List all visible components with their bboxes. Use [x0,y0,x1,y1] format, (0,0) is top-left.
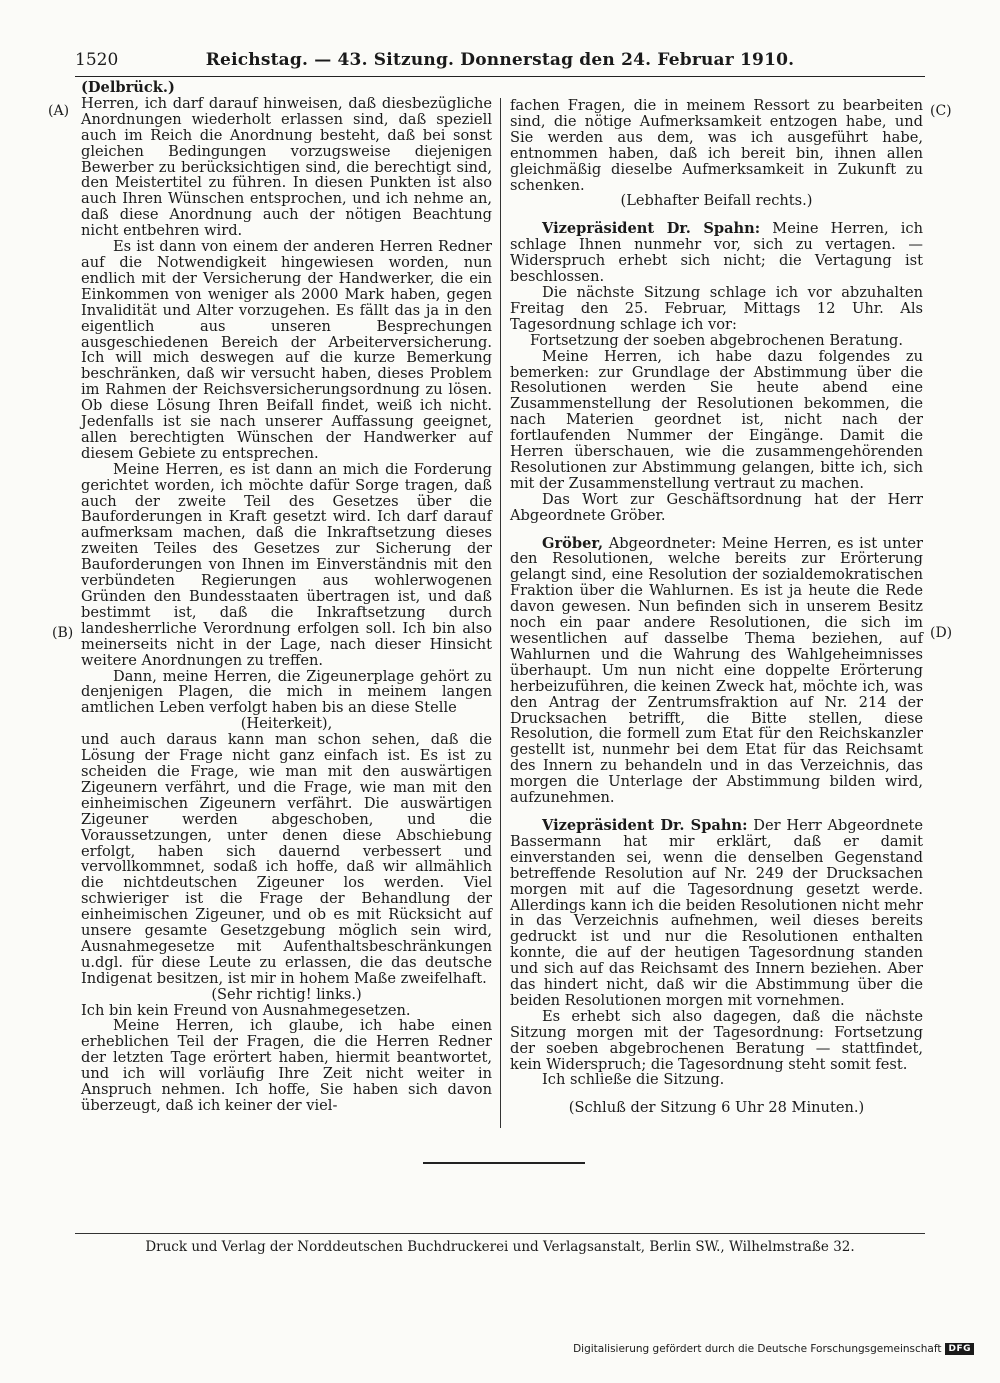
page-number: 1520 [75,50,119,70]
paragraph: Das Wort zur Geschäftsordnung hat der Herr Abgeordnete Gröber. [510,490,923,524]
speech-text: Meine Herren, ich schlage Ihnen nunmehr vor, sich zu vertagen. — Widerspruch erhebt sich nicht; die Vertagung ist beschlossen. [510,220,924,286]
header-rule [75,76,925,77]
margin-mark-c: (C) [930,103,952,119]
speech-groeber [510,536,923,806]
right-column [510,98,923,1116]
paragraph: Meine Herren, es ist dann an mich die Forderung gerichtet worden, ich möchte dafür Sorge tragen, daß auch der zweite Teil des Gesetzes über die Bauforderungen in Kraft gesetzt wird. Ich darf darauf aufmerksam machen, daß die Inkraftsetzung dieses zweiten Teiles des Gesetzes zur Sicherung der Bauforderungen von Ihnen im Einverständnis mit den verbündeten Regierungen aus wohlerwogenen Gründen den Bundesstaaten übertragen ist, und daß bestimmt ist, daß die Inkraftsetzung durch landesherrliche Verordnung erfolgen soll. Ich bin also meinerseits nicht in der Lage, nach dieser Hinsicht weitere Anordnungen zu treffen. [81,460,492,669]
interjection: (Sehr richtig! links.) [211,985,362,1003]
speech-text: Abgeordneter: Meine Herren, es ist unter den Resolutionen, welche bereits zur Erörterung gelangt sind, eine Resolution der sozialdemokratischen Fraktion über die Wahlurnen. Es ist ja heute die Rede davon gewesen. Nun befinden sich in unserem Besitz noch ein paar andere Resolutionen, die sich im wesentlichen auf dasselbe Thema beziehen, auf Wahlurnen und die Wahrung des Wahlgeheimnisses überhaupt. Um nun nicht eine doppelte Erörterung herbeizuführen, die keinen Zweck hat, möchte ich, was den Antrag der Zentrumsfraktion auf Nr. 214 der Drucksachen betrifft, die Bitte stellen, diese Resolution, die formell zum Etat für den Reichskanzler gestellt ist, nunmehr bei dem Etat für das Reichsamt des Innern zu behandeln und in das Verzeichnis, das morgen die Unterlage der Abstimmung bilden wird, aufzunehmen. [510,534,923,807]
closing-note: (Schluß der Sitzung 6 Uhr 28 Minuten.) [568,1099,865,1117]
paragraph: Ich bin kein Freund von Ausnahmegesetzen. [81,1001,411,1019]
footer-rule [75,1233,925,1234]
page-header [75,50,925,76]
dfg-logo-icon: DFG [945,1343,974,1355]
left-column [81,80,492,1114]
running-title: Reichstag. — 43. Sitzung. Donnerstag den 24. Februar 1910. [205,50,795,70]
speech-spahn-1 [510,221,923,285]
agenda-item: Fortsetzung der soeben abgebrochenen Beratung. [529,331,904,349]
speech-spahn-2 [510,818,923,1009]
margin-mark-a: (A) [48,103,70,119]
digitization-credit [573,1343,974,1355]
imprint: Druck und Verlag der Norddeutschen Buchdruckerei und Verlagsanstalt, Berlin SW., Wilhelmstraße 32. [145,1239,855,1255]
paragraph: Ich schließe die Sitzung. [542,1071,725,1089]
speaker-tag: (Delbrück.) [81,79,175,96]
interjection: (Heiterkeit), [240,715,333,733]
speech-text: Der Herr Abgeordnete Bassermann hat mir erklärt, daß er damit einverstanden sei, wenn die denselben Gegenstand betreffende Resolution auf Nr. 249 der Drucksachen morgen mit auf die Tagesordnung gesetzt werde. Allerdings kann ich die beiden Resolutionen nicht mehr in das Verzeichnis aufnehmen, weil dieses bereits gedruckt ist und nur die Resolutionen enthalten konnte, die auf der heutigen Tagesordnung standen und sich auf das Reichsamt des Innern beziehen. Aber das hindert nicht, daß wir die Abstimmung über die beiden Resolutionen morgen mit vornehmen. [510,816,924,1009]
paragraph: Es erhebt sich also dagegen, daß die nächste Sitzung morgen mit der Tagesordnung: Fortsetzung der soeben abgebrochenen Beratung — stattfindet, kein Widerspruch; die Tagesordnung steht somit fest. [510,1007,923,1073]
paragraph: Es ist dann von einem der anderen Herren Redner auf die Notwendigkeit hingewiesen worden, nun endlich mit der Versicherung der Handwerker, die ein Einkommen von weniger als 2000 Mark haben, gegen Invalidität und Alter vorzugehen. Es fällt das ja in den eigentlich aus unseren Besprechungen ausgeschiedenen Bereich der Arbeiterversicherung. Ich will mich deswegen auf die kurze Bemerkung beschränken, daß wir versucht haben, dieses Problem im Rahmen der Reichsversicherungsordnung zu lösen. Ob diese Lösung Ihren Beifall findet, weiß ich nicht. Jedenfalls ist sie nach unserer Auffassung geeignet, allen berechtigten Wünschen der Handwerker auf diesem Gebiete zu entsprechen. [81,238,492,462]
paragraph: Meine Herren, ich glaube, ich habe einen erheblichen Teil der Fragen, die die Herren Redner der letzten Tage erörtert haben, hiermit beantwortet, und ich will vorläufig Ihre Zeit nicht weiter in Anspruch nehmen. Ich hoffe, Sie haben sich davon überzeugt, daß ich keiner der viel- [81,1017,492,1114]
speaker-name: Vizepräsident Dr. Spahn: [542,220,761,238]
credit-text: Digitalisierung gefördert durch die Deutsche Forschungsgemeinschaft [573,1343,942,1355]
speaker-name: Vizepräsident Dr. Spahn: [542,816,748,834]
paragraph: Herren, ich darf darauf hinweisen, daß diesbezügliche Anordnungen wiederholt erlassen sind, daß speziell auch im Reich die Anordnung besteht, daß bei sonst gleichen Bedingungen vorzugsweise diejenigen Bewerber zu berücksichtigen sind, die berechtigt sind, den Meistertitel zu führen. In diesen Punkten ist also auch Ihren Wünschen entsprochen, und ich nehme an, daß diese Anordnung auch der nötigen Beachtung nicht entbehren wird. [81,94,492,240]
interjection: (Lebhafter Beifall rechts.) [620,192,813,210]
paragraph: Dann, meine Herren, die Zigeunerplage gehört zu denjenigen Plagen, die mich in meinem langen amtlichen Leben verfolgt haben bis an diese Stelle [81,667,492,717]
margin-mark-b: (B) [52,625,74,641]
closing-rule [423,1162,585,1164]
paragraph: Meine Herren, ich habe dazu folgendes zu bemerken: zur Grundlage der Abstimmung über die Resolutionen werden Sie heute abend eine Zusammenstellung der Resolutionen bekommen, die nach Materien geordnet ist, nicht nach der fortlaufenden Nummer der Eingänge. Damit die Herren überschauen, wie die zusammengehörenden Resolutionen zur Abstimmung gelangen, bitte ich, sich mit der Zusammenstellung vertraut zu machen. [510,347,923,492]
paragraph: und auch daraus kann man schon sehen, daß die Lösung der Frage nicht ganz einfach ist. Es ist zu scheiden die Frage, wie man mit den auswärtigen Zigeunern verfährt, und die Frage, wie man mit den einheimischen Zigeunern verfährt. Die auswärtigen Zigeuner werden abgeschoben, und die Voraussetzungen, unter denen diese Abschiebung erfolgt, haben sich dauernd verbessert und vervollkommnet, sodaß ich hoffe, daß wir allmählich die nichtdeutschen Zigeuner los werden. Viel schwieriger ist die Frage der Behandlung der einheimischen Zigeuner, und ob es mit Rücksicht auf unsere gesamte Gesetzgebung möglich sein wird, Ausnahmegesetze mit Aufenthaltsbeschränkungen u.dgl. für diese Leute zu erlassen, die das deutsche Indigenat besitzen, ist mir in hohem Maße zweifelhaft. [81,731,492,987]
paragraph: fachen Fragen, die in meinem Ressort zu bearbeiten sind, die nötige Aufmerksamkeit entzogen habe, und Sie werden aus dem, was ich ausgeführt habe, entnommen haben, daß ich bereit bin, ihnen allen gleichmäßig dieselbe Aufmerksamkeit in Zukunft zu schenken. [510,97,923,194]
margin-mark-d: (D) [930,625,953,641]
paragraph: Die nächste Sitzung schlage ich vor abzuhalten Freitag den 25. Februar, Mittags 12 Uhr. Als Tagesordnung schlage ich vor: [510,283,923,333]
speaker-name: Gröber, [542,534,604,552]
column-divider [500,98,501,1128]
